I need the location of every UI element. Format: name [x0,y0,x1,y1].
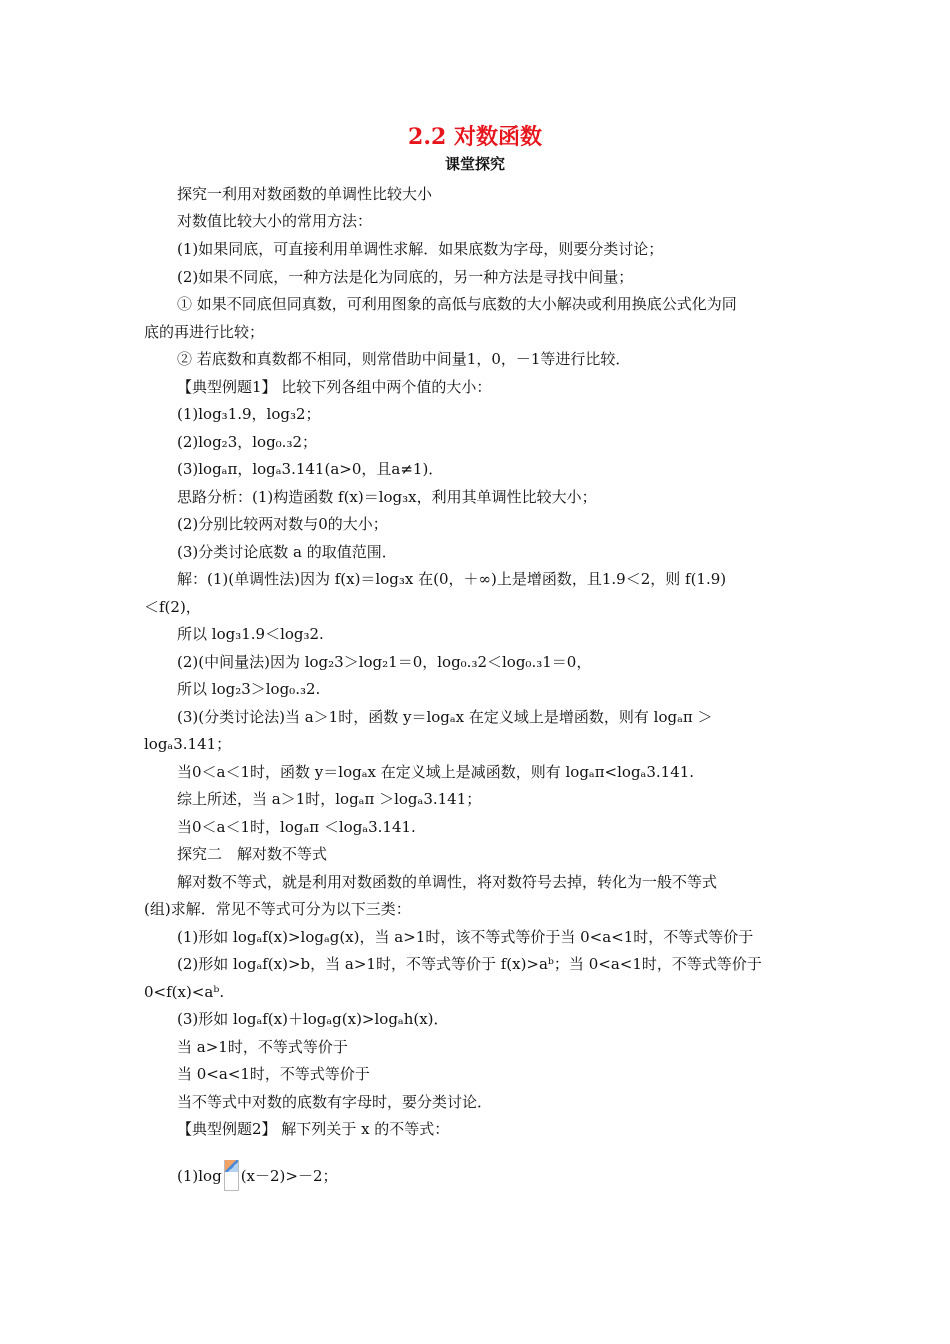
solution-2-line2: 所以 log₂3＞log₀.₃2. [177,680,321,698]
example1-part2: (2)log₂3，log₀.₃2； [177,433,318,451]
explore1-intro: 对数值比较大小的常用方法： [177,212,373,230]
type-3: (3)形如 logₐf(x)＋logₐg(x)>logₐh(x)． [177,1010,449,1028]
method-4: ② 若底数和真数都不相同，则常借助中间量1，0，－1等进行比较． [177,350,631,368]
type-1: (1)形如 logₐf(x)>logₐg(x)，当 a>1时，该不等式等价于当 0<a<1时，不等式等价于 [177,928,754,946]
example2-label: 【典型例题2】 解下列关于 x 的不等式： [177,1120,450,1138]
analysis-2: (2)分别比较两对数与0的大小； [177,515,388,533]
solution-1-line1: 解：(1)(单调性法)因为 f(x)＝log₃x 在(0，＋∞)上是增函数，且1.9＜2，则 f(1.9) [177,570,727,588]
explore2-desc-line2: (组)求解．常见不等式可分为以下三类： [144,900,411,918]
solution-1-line2: ＜f(2)， [144,598,201,616]
solution-3-line5: 当0＜a＜1时，logₐπ ＜logₐ3.141. [177,818,416,836]
explore2-heading: 探究二 解对数不等式 [177,845,328,863]
explore2-note: 当不等式中对数的底数有字母时，要分类讨论． [177,1093,493,1111]
page-title: 2.2 对数函数 [408,124,542,150]
solution-3-line1: (3)(分类讨论法)当 a＞1时，函数 y＝logₐx 在定义域上是增函数，则有 logₐπ ＞ [177,708,713,726]
type-3-case-b: 当 0<a<1时，不等式等价于 [177,1065,370,1083]
method-3-line1: ① 如果不同底但同真数，可利用图象的高低与底数的大小解决或利用换底公式化为同 [177,295,737,313]
solution-3-line4: 综上所述，当 a＞1时，logₐπ ＞logₐ3.141； [177,790,482,808]
type-2-line1: (2)形如 logₐf(x)>b，当 a>1时，不等式等价于 f(x)>aᵇ；当 0<a<1时，不等式等价于 [177,955,762,973]
explore1-heading: 探究一利用对数函数的单调性比较大小 [177,185,433,203]
type-3-case-a: 当 a>1时，不等式等价于 [177,1038,348,1056]
solution-1-line3: 所以 log₃1.9＜log₃2. [177,625,324,643]
section-subtitle: 课堂探究 [444,155,505,173]
example2-part1-suffix: (x－2)>－2； [240,1167,338,1185]
example1-part3: (3)logₐπ，logₐ3.141(a>0，且a≠1)． [177,460,444,478]
example2-part1 [177,1160,338,1191]
method-2: (2)如果不同底，一种方法是化为同底的，另一种方法是寻找中间量； [177,268,634,286]
solution-3-line3: 当0＜a＜1时，函数 y＝logₐx 在定义域上是减函数，则有 logₐπ<logₐ3.141. [177,763,695,781]
solution-2-line1: (2)(中间量法)因为 log₂3＞log₂1＝0，log₀.₃2＜log₀.₃1＝0， [177,653,592,671]
example1-label: 【典型例题1】 比较下列各组中两个值的大小： [177,378,492,396]
solution-3-line2: logₐ3.141； [144,735,232,753]
example2-part1-prefix: (1)log [177,1167,222,1185]
method-1: (1)如果同底，可直接利用单调性求解．如果底数为字母，则要分类讨论； [177,240,664,258]
method-3-line2: 底的再进行比较； [144,323,265,341]
type-2-line2: 0<f(x)<aᵇ. [144,983,225,1001]
analysis-1: 思路分析：(1)构造函数 f(x)＝log₃x，利用其单调性比较大小； [177,488,597,506]
broken-image-icon [224,1160,239,1191]
example1-part1: (1)log₃1.9，log₃2； [177,405,321,423]
explore2-desc-line1: 解对数不等式，就是利用对数函数的单调性，将对数符号去掉，转化为一般不等式 [177,873,718,891]
analysis-3: (3)分类讨论底数 a 的取值范围． [177,543,397,561]
